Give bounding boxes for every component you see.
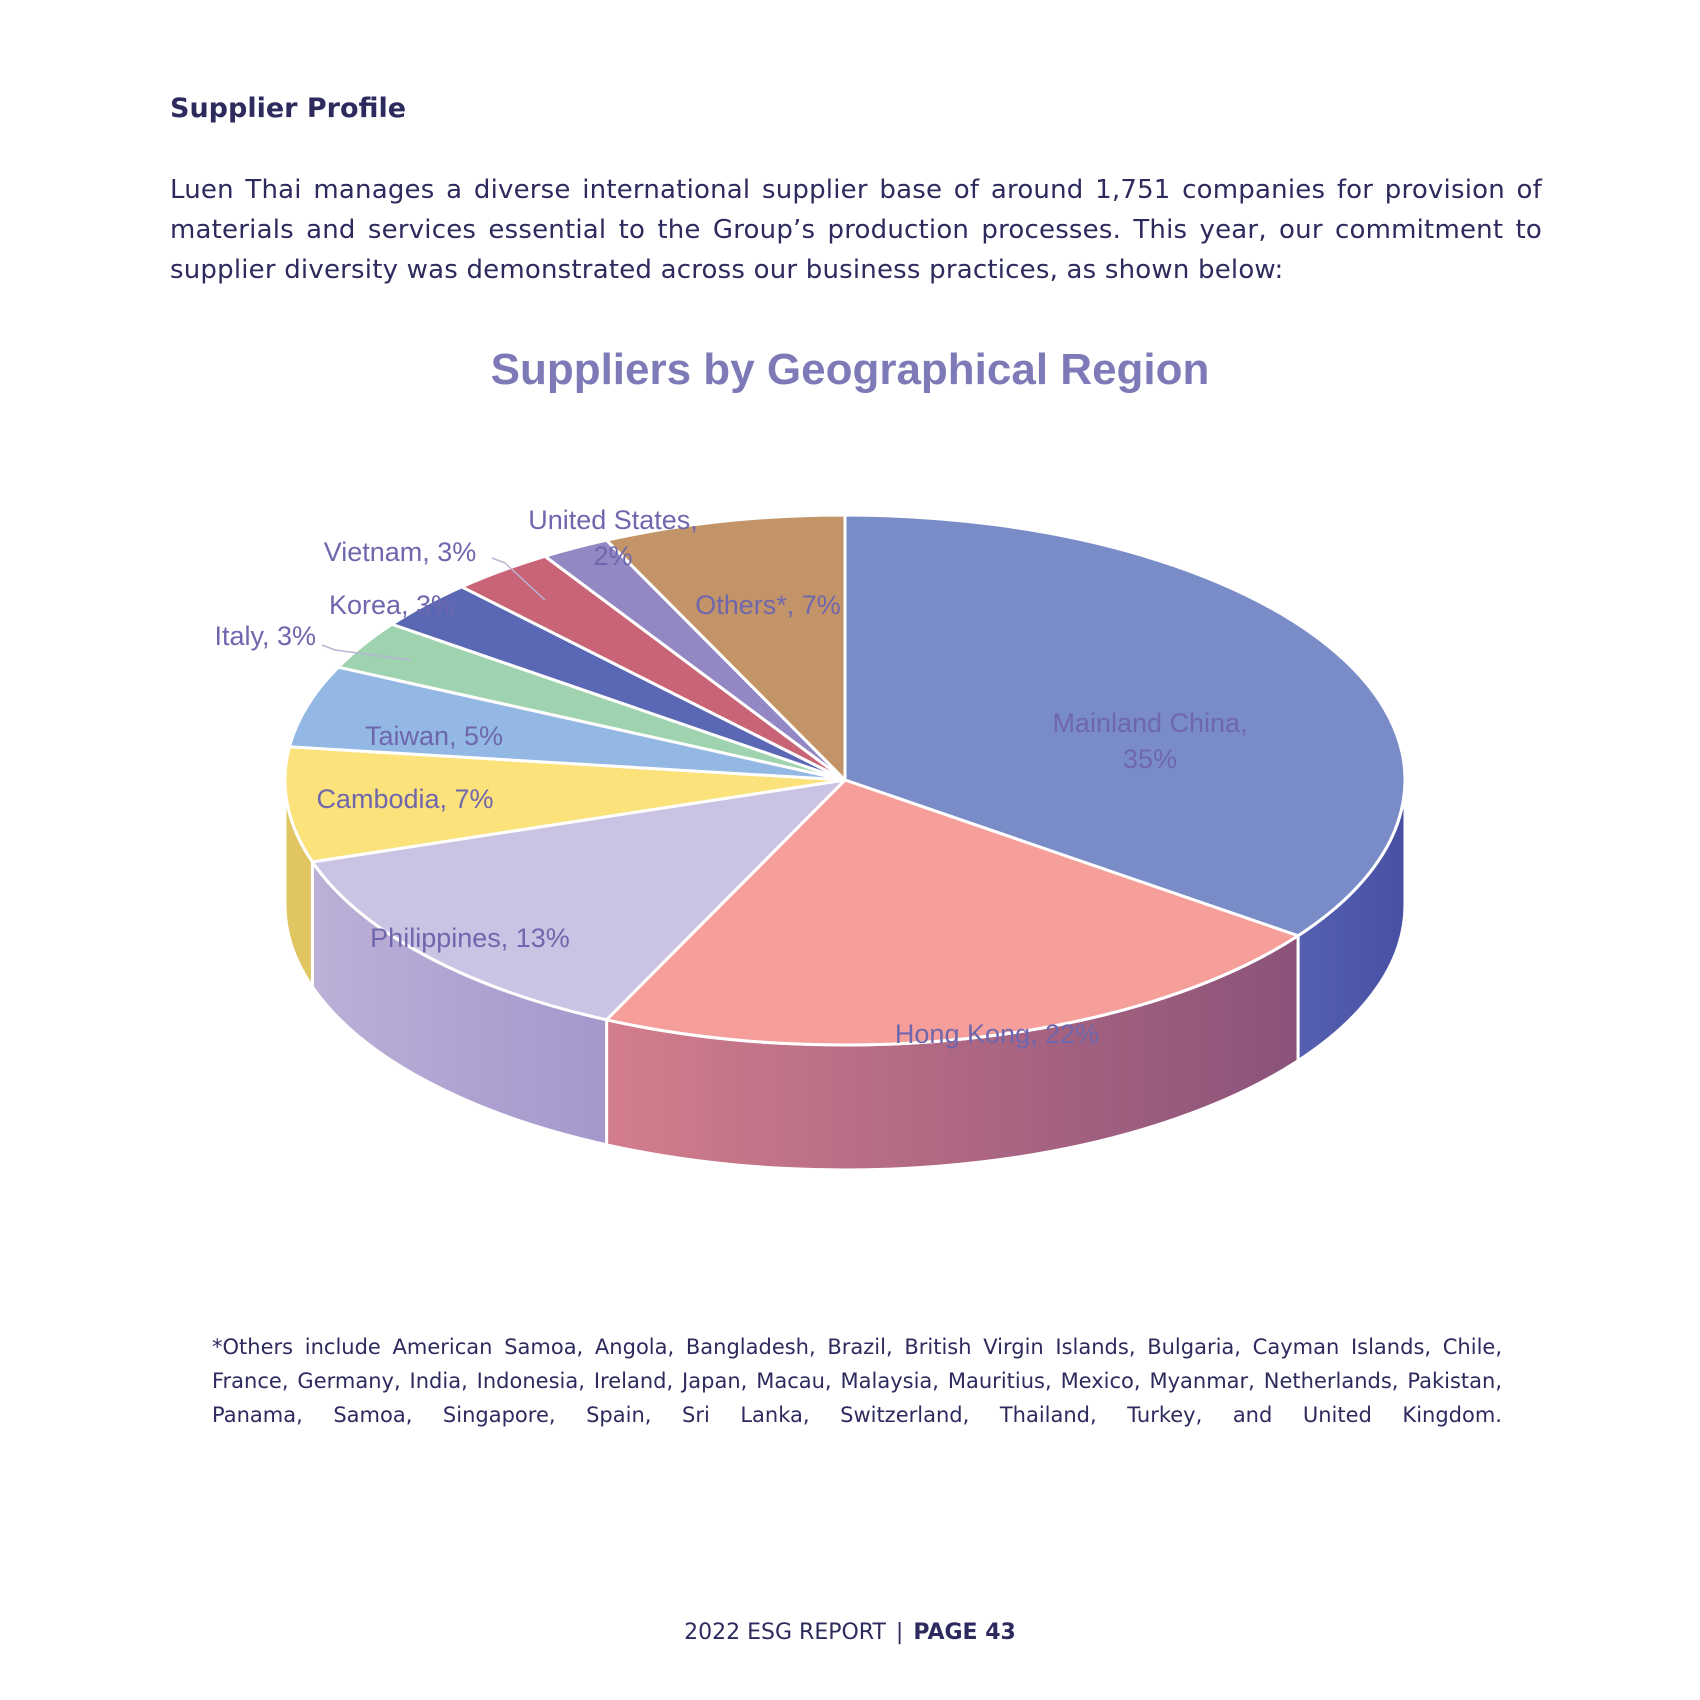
footer-page-number: PAGE 43 xyxy=(913,1620,1016,1645)
footnote-others: *Others include American Samoa, Angola, Bangladesh, Brazil, British Virgin Islands, Bulgaria, Cayman Islands, Chile, France, Germany, India, Indonesia, Ireland, Japan, Macau, Malaysia, Mauritius, Mexico, Myanmar, Netherlands, Pakistan, Panama, Samoa, Singapore, Spain, Sri Lanka, Switzerland, Thailand, Turkey, and United Kingdom. xyxy=(212,1335,1502,1427)
footer-report-name: 2022 ESG REPORT xyxy=(684,1620,886,1645)
section-heading: Supplier Profile xyxy=(170,93,407,124)
intro-paragraph: Luen Thai manages a diverse international supplier base of around 1,751 companies for provision of materials and services essential to the Group’s production processes. This year, our commitment to supplier diversity was demonstrated across our business practices, as shown below: xyxy=(170,175,1542,285)
label-mainland-china: Mainland China, 35% xyxy=(1052,708,1248,774)
label-cambodia: Cambodia, 7% xyxy=(316,784,494,814)
label-vietnam: Vietnam, 3% xyxy=(323,537,477,567)
label-hong-kong: Hong Kong, 22% xyxy=(894,1019,1100,1049)
label-others: Others*, 7% xyxy=(695,590,841,620)
label-italy: Italy, 3% xyxy=(214,621,316,651)
chart-title: Suppliers by Geographical Region xyxy=(490,345,1210,394)
label-korea: Korea, 3% xyxy=(328,590,456,620)
label-united-states: United States, 2% xyxy=(528,505,698,571)
label-philippines: Philippines, 13% xyxy=(370,923,570,953)
pie-chart xyxy=(0,430,1700,1250)
page-footer xyxy=(0,1620,1700,1645)
footer-separator: | xyxy=(895,1620,904,1645)
label-taiwan: Taiwan, 5% xyxy=(364,721,504,751)
